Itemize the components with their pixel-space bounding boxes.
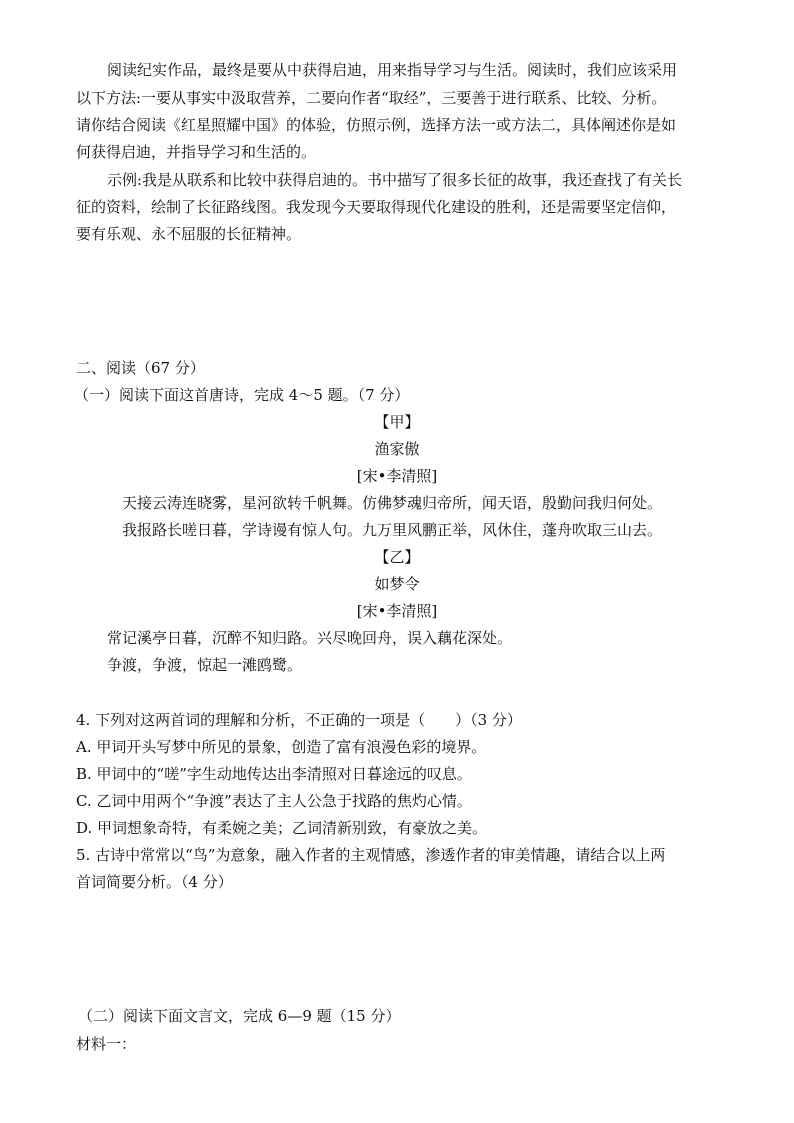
q5-line-2: 首词简要分析。（4 分） bbox=[76, 873, 233, 891]
intro-paragraph-line-3: 请你结合阅读《红星照耀中国》的体验，仿照示例，选择方法一或方法二，具体阐述你是如 bbox=[76, 116, 677, 134]
q5-line-1: 5. 古诗中常常以“鸟”为意象，融入作者的主观情感，渗透作者的审美情趣，请结合以上两 bbox=[76, 846, 666, 864]
q4-stem: 4. 下列对这两首词的理解和分析，不正确的一项是（ ）（3 分） bbox=[76, 711, 522, 729]
q4-option-c: C. 乙词中用两个“争渡”表达了主人公急于找路的焦灼心情。 bbox=[76, 792, 472, 810]
intro-paragraph-line-2: 以下方法:一要从事实中汲取营养，二要向作者“取经”，三要善于进行联系、比较、分析。 bbox=[76, 89, 667, 107]
poem-b-line-1: 常记溪亭日暮，沉醉不知归路。兴尽晚回舟，误入藕花深处。 bbox=[107, 629, 513, 647]
poem-b-title: 如梦令 bbox=[374, 575, 420, 593]
q4-option-b: B. 甲词中的“嗟”字生动地传达出李清照对日暮途远的叹息。 bbox=[76, 765, 472, 783]
poem-a-marker: 【甲】 bbox=[374, 413, 420, 431]
poem-b-author: [宋•李清照] bbox=[356, 602, 438, 620]
example-line-1: 示例:我是从联系和比较中获得启迪的。书中描写了很多长征的故事，我还查找了有关长 bbox=[107, 171, 683, 189]
section2-heading: 二、阅读（67 分） bbox=[76, 359, 205, 377]
poem-a-line-2: 我报路长嗟日暮，学诗谩有惊人句。九万里风鹏正举，风休住，蓬舟吹取三山去。 bbox=[122, 521, 663, 539]
material1-label: 材料一： bbox=[76, 1035, 137, 1053]
poem-a-title: 渔家傲 bbox=[374, 440, 420, 458]
intro-paragraph-line-4: 何获得启迪，并指导学习和生活的。 bbox=[76, 143, 317, 161]
example-line-3: 要有乐观、永不屈服的长征精神。 bbox=[76, 225, 302, 243]
poem-a-author: [宋•李清照] bbox=[356, 467, 438, 485]
part2-heading: （二）阅读下面文言文，完成 6—9 题（15 分） bbox=[78, 1007, 401, 1025]
q4-option-d: D. 甲词想象奇特，有柔婉之美；乙词清新别致，有豪放之美。 bbox=[76, 819, 488, 837]
poem-a-line-1: 天接云涛连晓雾，星河欲转千帆舞。仿佛梦魂归帝所，闻天语，殷勤问我归何处。 bbox=[122, 494, 663, 512]
q4-option-a: A. 甲词开头写梦中所见的景象，创造了富有浪漫色彩的境界。 bbox=[76, 738, 487, 756]
example-line-2: 征的资料，绘制了长征路线图。我发现今天要取得现代化建设的胜利，还是需要坚定信仰， bbox=[76, 198, 677, 216]
poem-b-line-2: 争渡，争渡，惊起一滩鸥鹭。 bbox=[107, 656, 303, 674]
part1-heading: （一）阅读下面这首唐诗，完成 4～5 题。（7 分） bbox=[74, 386, 410, 404]
intro-paragraph-line-1: 阅读纪实作品，最终是要从中获得启迪，用来指导学习与生活。阅读时，我们应该采用 bbox=[107, 61, 678, 79]
poem-b-marker: 【乙】 bbox=[374, 548, 420, 566]
